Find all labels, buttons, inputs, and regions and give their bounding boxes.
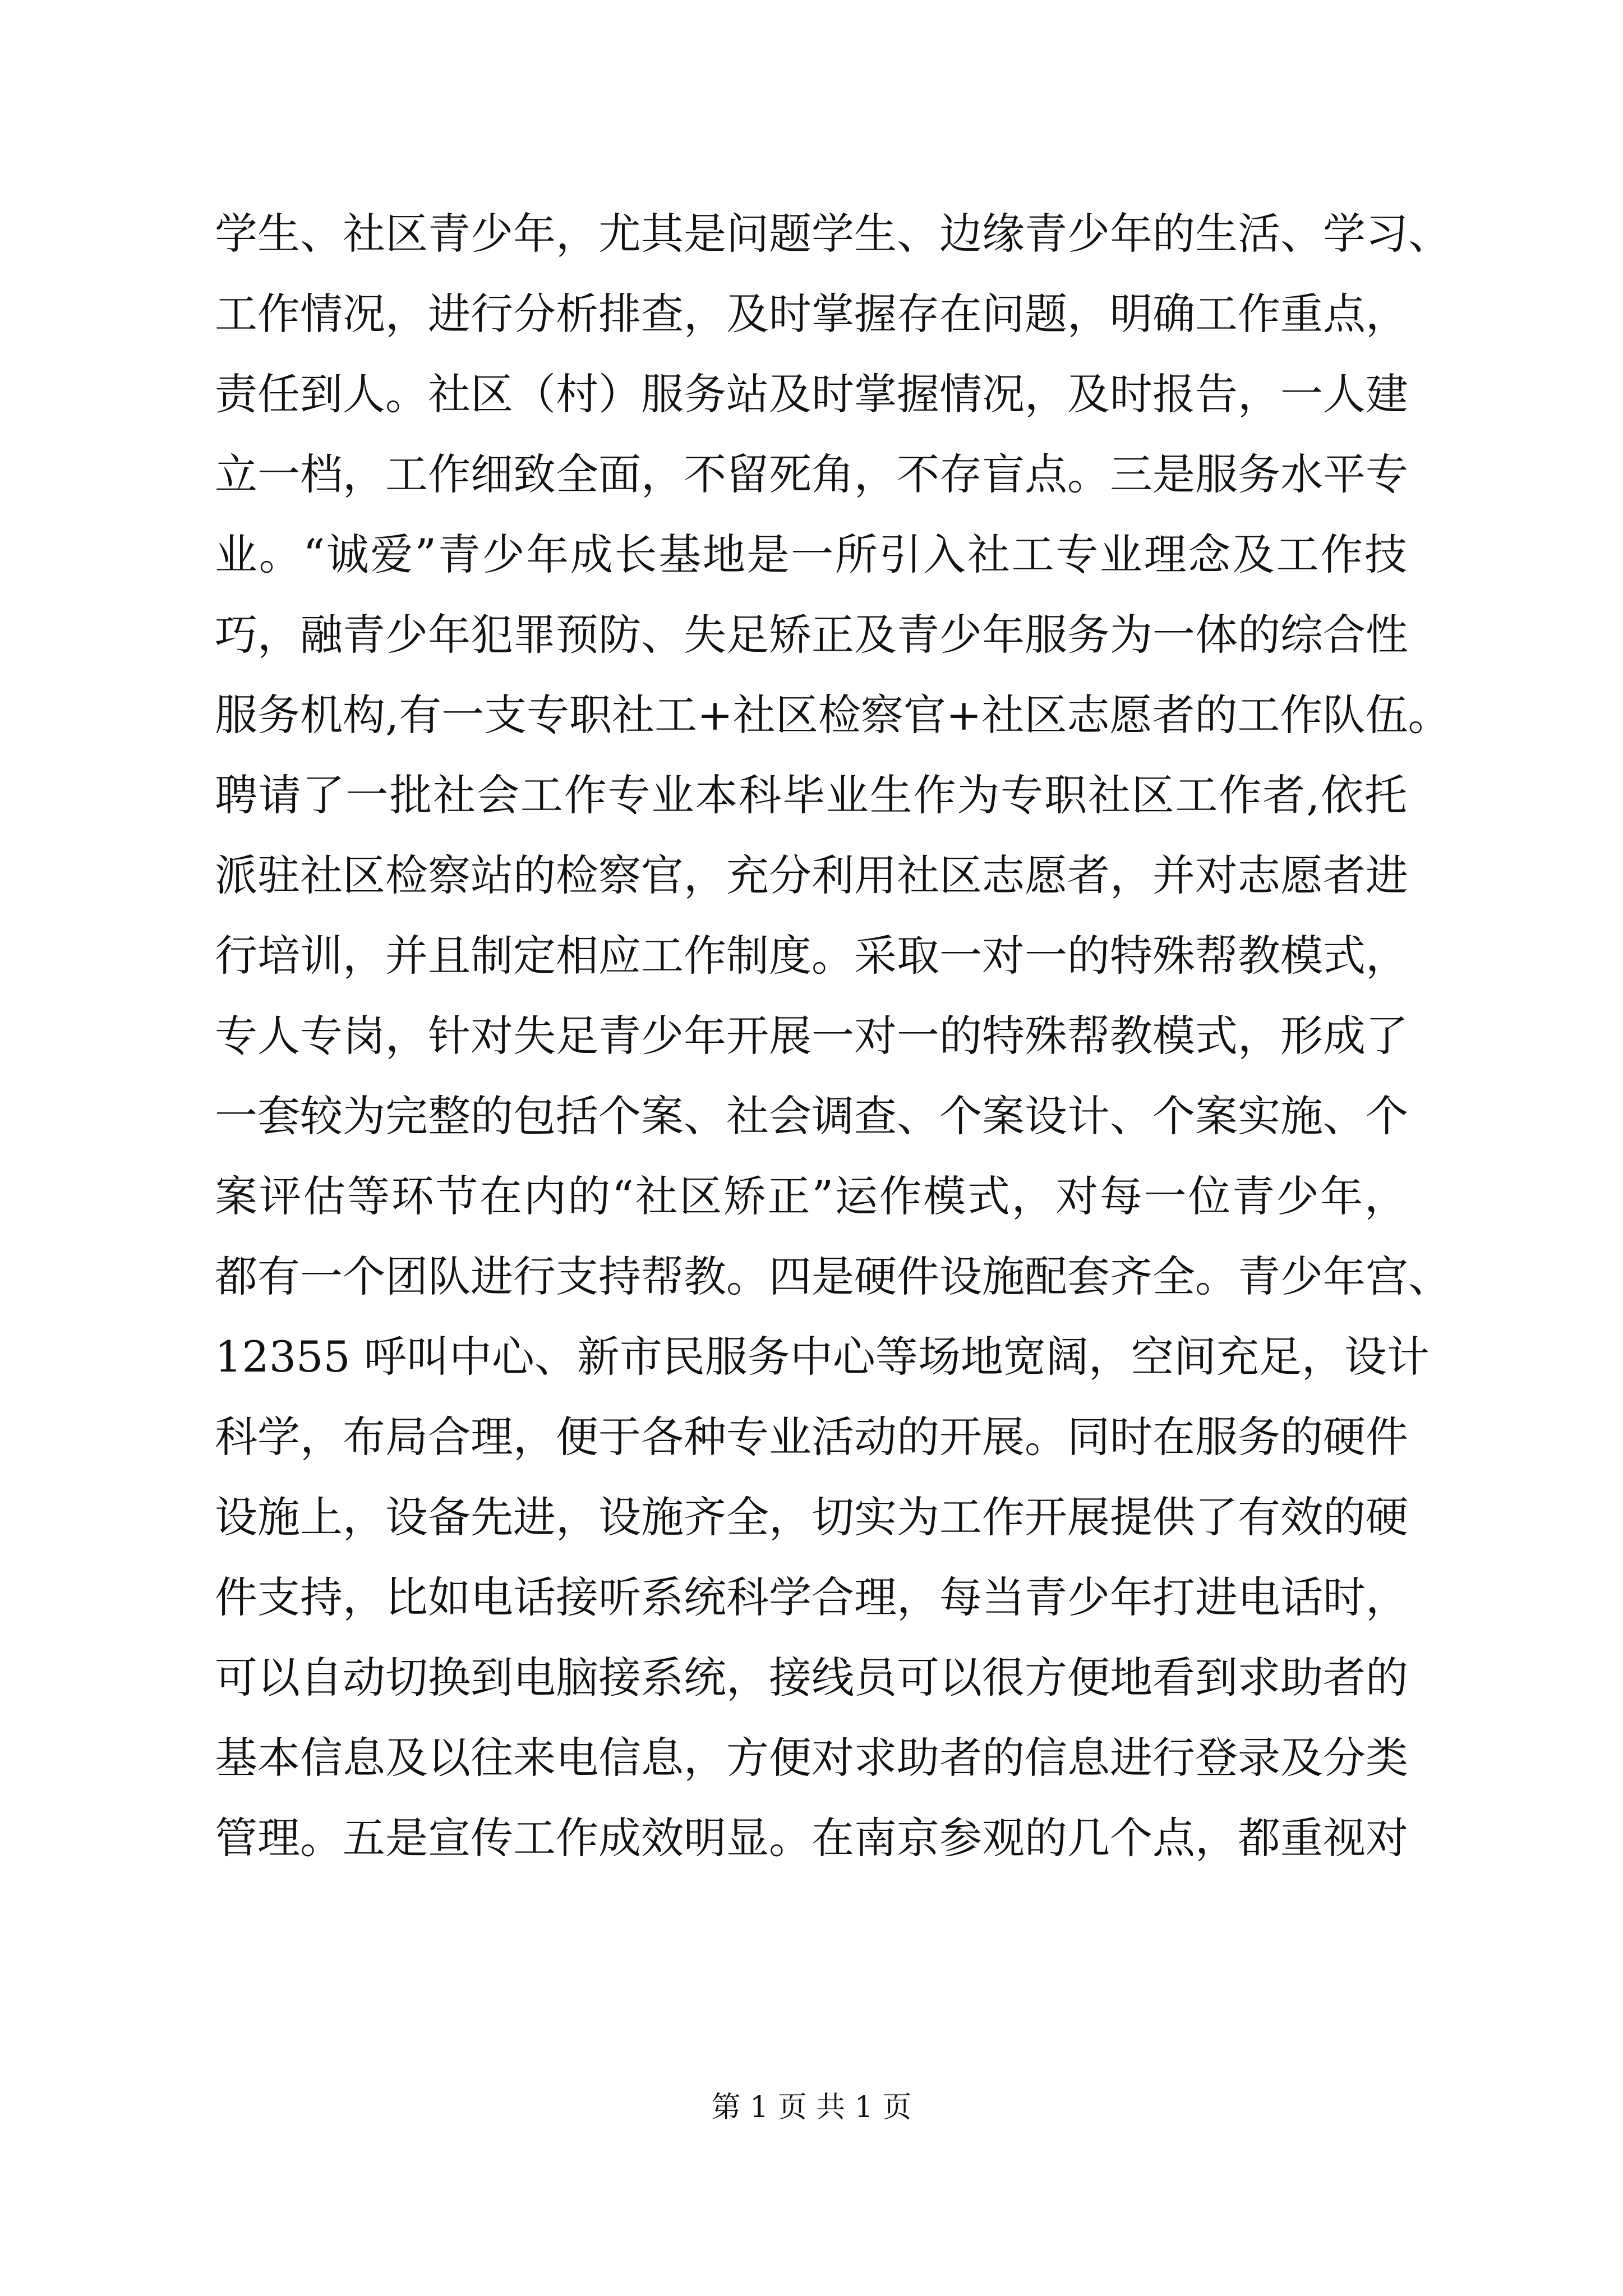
text-line: 件支持，比如电话接听系统科学合理，每当青少年打进电话时， [215, 1572, 1408, 1622]
document-body [215, 194, 1451, 1878]
text-line: 可以自动切换到电脑接系统，接线员可以很方便地看到求助者的 [215, 1653, 1408, 1703]
text-line: 都有一个团队进行支持帮教。四是硬件设施配套齐全。青少年宫、 [215, 1251, 1451, 1301]
text-line: 聘请了一批社会工作专业本科毕业生作为专职社区工作者,依托 [215, 770, 1407, 820]
text-line: 责任到人。社区（村）服务站及时掌握情况，及时报告，一人建 [215, 369, 1408, 419]
text-line: 设施上，设备先进，设施齐全，切实为工作开展提供了有效的硬 [215, 1492, 1408, 1542]
text-line: 12355 呼叫中心、新市民服务中心等场地宽阔，空间充足，设计 [215, 1332, 1430, 1382]
text-line: 行培训，并且制定相应工作制度。采取一对一的特殊帮教模式， [215, 931, 1408, 981]
text-line: 业。“诚爱”青少年成长基地是一所引入社工专业理念及工作技 [215, 530, 1407, 579]
text-line: 管理。五是宣传工作成效明显。在南京参观的几个点，都重视对 [215, 1813, 1408, 1863]
text-line: 巧，融青少年犯罪预防、失足矫正及青少年服务为一体的综合性 [215, 610, 1408, 660]
text-line: 专人专岗，针对失足青少年开展一对一的特殊帮教模式，形成了 [215, 1011, 1408, 1061]
text-line: 工作情况，进行分析排查，及时掌握存在问题，明确工作重点， [215, 289, 1408, 339]
page-number-footer: 第 1 页 共 1 页 [711, 2091, 912, 2124]
text-line: 基本信息及以往来电信息，方便对求助者的信息进行登录及分类 [215, 1733, 1408, 1783]
text-line: 服务机构,有一支专职社工+社区检察官+社区志愿者的工作队伍。 [215, 690, 1451, 740]
text-line: 科学，布局合理，便于各种专业活动的开展。同时在服务的硬件 [215, 1412, 1408, 1462]
text-line: 案评估等环节在内的“社区矫正”运作模式，对每一位青少年， [215, 1171, 1407, 1221]
text-line: 学生、社区青少年，尤其是问题学生、边缘青少年的生活、学习、 [215, 209, 1451, 259]
text-line: 一套较为完整的包括个案、社会调查、个案设计、个案实施、个 [215, 1091, 1408, 1141]
text-line: 派驻社区检察站的检察官，充分利用社区志愿者，并对志愿者进 [215, 850, 1408, 900]
text-line: 立一档，工作细致全面，不留死角，不存盲点。三是服务水平专 [215, 449, 1408, 499]
